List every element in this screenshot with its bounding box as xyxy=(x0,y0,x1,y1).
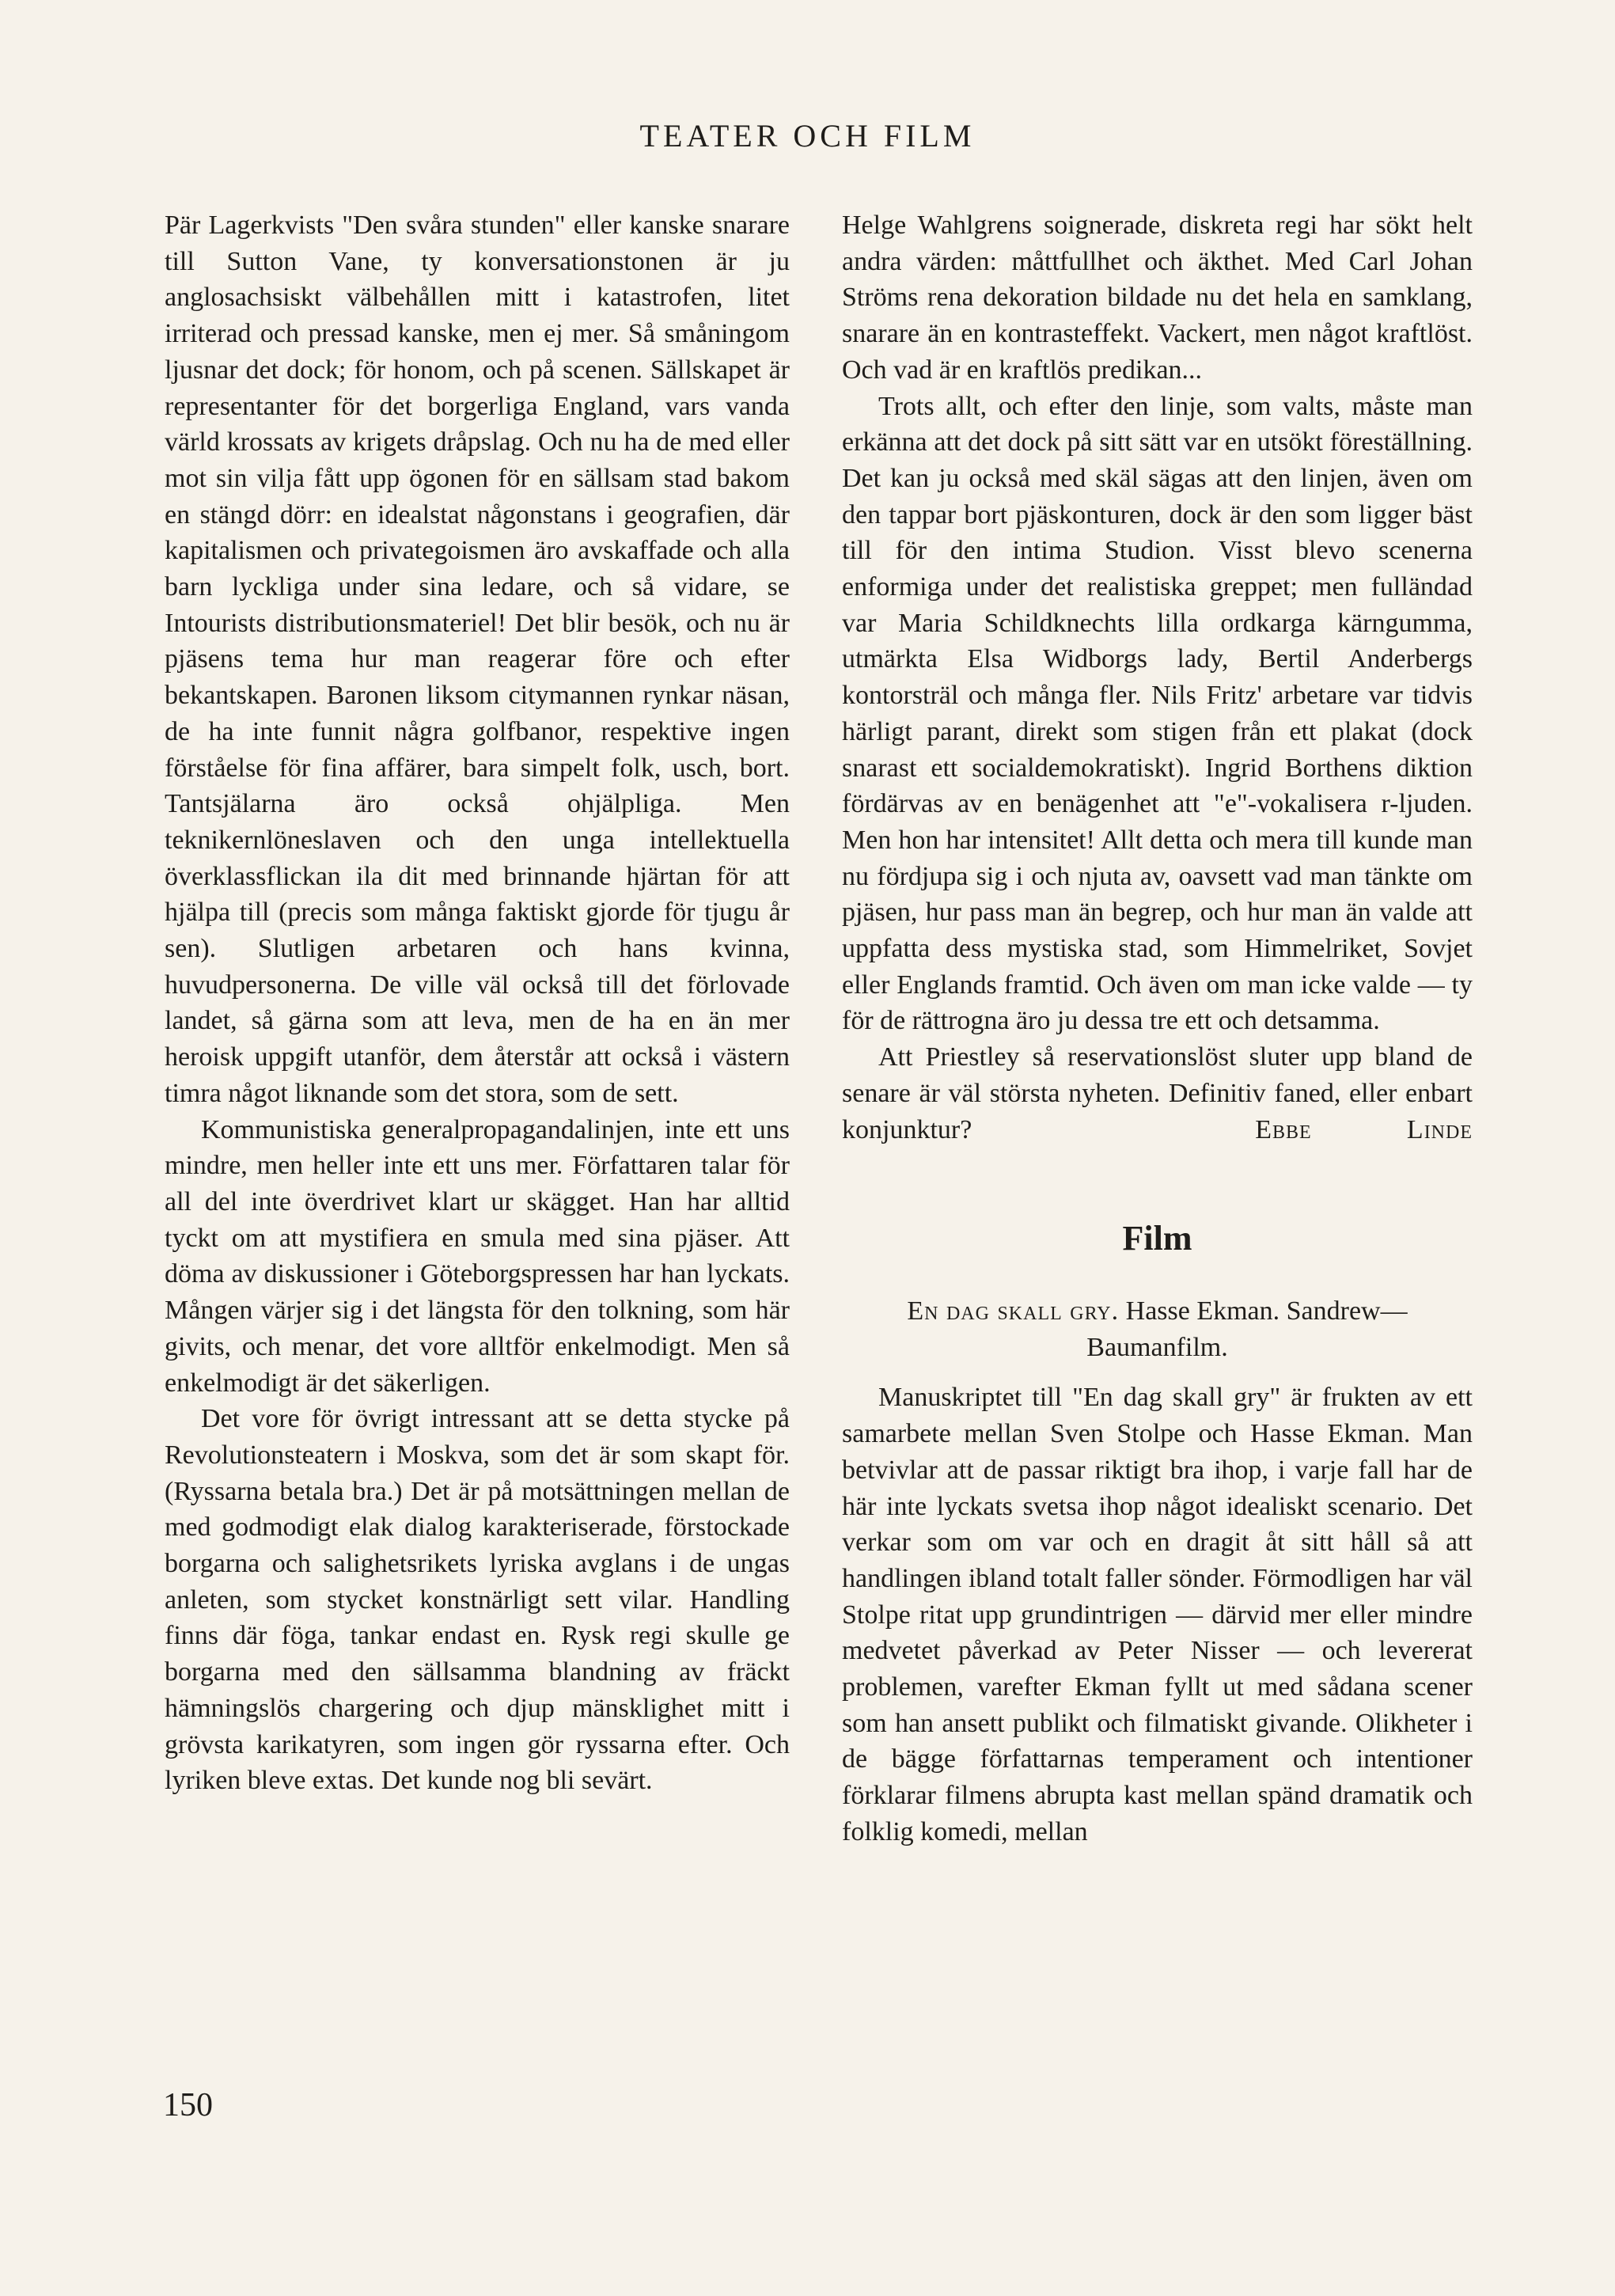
paragraph-text: Att Priestley så reservationslöst sluter upp bland de senare är väl största nyheten. Definitiv faned, eller enbart konjunktur? xyxy=(842,1042,1473,1144)
film-title: En dag skall gry. xyxy=(907,1296,1120,1326)
film-credits-line2: Baumanfilm. xyxy=(1086,1332,1228,1362)
film-entry-header xyxy=(842,1293,1473,1365)
left-column xyxy=(165,207,790,1799)
section-heading-film: Film xyxy=(1122,1219,1192,1258)
paragraph: Det vore för övrigt intressant att se detta stycke på Revolutionsteatern i Moskva, som det är som skapt för. (Ryssarna betala bra.) Det är på motsättningen mellan de med godmodigt elak dialog karakteriserade, förstockade borgarna och salighetsrikets lyriska avglans i de ungas anleten, som stycket konstnärligt sett vilar. Handling finns där föga, tankar endast en. Rysk regi skulle ge borgarna med den sällsamma blandning av fräckt hämningslös chargering och djup mänsklighet mitt i grövsta karikatyren, som ingen gör ryssarna efter. Och lyriken bleve extas. Det kunde nog bli sevärt. xyxy=(165,1404,790,1796)
author-signature: Ebbe Linde xyxy=(1255,1114,1473,1144)
running-head: TEATER OCH FILM xyxy=(639,118,976,154)
paragraph: Trots allt, och efter den linje, som valts, måste man erkänna att det dock på sitt sätt var en utsökt föreställning. Det kan ju också med skäl sägas att den linjen, även om den tappar bort pjäskonturen, dock är den som ligger bäst till för den intima Studion. Visst blevo scenerna enformiga under det realistiska greppet; men fulländad var Maria Schildknechts lilla ordkarga kärngumma, utmärkta Elsa Widborgs lady, Bertil Anderbergs kontorsträl och många fler. Nils Fritz' arbetare var tidvis härligt parant, direkt som stigen från ett plakat (dock snarast ett socialdemokratiskt). Ingrid Borthens diktion fördärvas av en benägenhet att "e"-vokalisera r-ljuden. Men hon har intensitet! Allt detta och mera till kunde man nu fördjupa sig i och njuta av, oavsett vad man tänkte om pjäsen, hur pass man än begrep, och hur man än valde att uppfatta dess mystiska stad, som Himmelriket, Sovjet eller Englands framtid. Och även om man icke valde — ty för de rättrogna äro ju dessa tre ett och detsamma. xyxy=(842,391,1473,1036)
paragraph: Helge Wahlgrens soignerade, diskreta regi har sökt helt andra värden: måttfullhet och äkthet. Med Carl Johan Ströms rena dekoration bildade nu det hela en samklang, snarare än en kontrasteffekt. Vackert, men något kraftlöst. Och vad är en kraftlös predikan... xyxy=(842,211,1473,385)
paragraph: Pär Lagerkvists "Den svåra stunden" eller kanske snarare till Sutton Vane, ty konversationstonen är ju anglosachsiskt välbehållen mitt i katastrofen, litet irriterad och pressad kanske, men ej mer. Så småningom ljusnar det dock; för honom, och på scenen. Sällskapet är representanter för det borgerliga England, vars vanda värld krossats av krigets dråpslag. Och nu ha de med eller mot sin vilja fått upp ögonen för en sällsam stad bakom en stängd dörr: en idealstat någonstans i geografien, där kapitalismen och privategoismen äro avskaffade och alla barn lyckliga under sina ledare, och så vidare, se Intourists distributionsmateriel! Det blir besök, och nu är pjäsens tema hur man reagerar före och efter bekantskapen. Baronen liksom citymannen rynkar näsan, de ha inte funnit några golfbanor, respektive ingen förståelse för fina affärer, bara simpelt folk, usch, bort. Tantsjälarna äro också ohjälpliga. Men teknikernlöneslaven och den unga intellektuella överklassflickan ila dit med brinnande hjärtan för att hjälpa till (precis som många faktiskt gjorde för tjugu år sen). Slutligen arbetaren och hans kvinna, huvudpersonerna. De ville väl också till det förlovade landet, så gärna som att leva, men de ha en än mer heroisk uppgift utanför, dem återstår att också i västern timra något liknande som det stora, som de sett. xyxy=(165,211,790,1108)
paragraph: Manuskriptet till "En dag skall gry" är frukten av ett samarbete mellan Sven Stolpe och Hasse Ekman. Man betvivlar att de passar riktigt bra ihop, i varje fall har de här inte lyckats svetsa ihop något idealiskt scenario. Det verkar som om var och en dragit åt sitt håll så att handlingen ibland totalt faller sönder. Förmodligen har väl Stolpe ritat upp grundintrigen — därvid mer eller mindre medvetet påverkad av Peter Nisser — och levererat problemen, varefter Ekman fyllt ut med sådana scener som han ansett publikt och filmatiskt givande. Olikheter i de bägge författarnas temperament och intentioner förklarar filmens abrupta kast mellan spänd dramatik och folklig komedi, mellan xyxy=(842,1383,1473,1846)
page-number: 150 xyxy=(163,2087,213,2123)
closing-paragraph xyxy=(842,1039,1473,1148)
film-credits-line1: Hasse Ekman. Sandrew— xyxy=(1125,1296,1408,1326)
paragraph: Kommunistiska generalpropagandalinjen, inte ett uns mindre, men heller inte ett uns mer. Författaren talar för all del inte överdrivet klart ur skägget. Han har alltid tyckt om att mystifiera en smula med sina pjäser. Att döma av diskussioner i Göteborgspressen har han lyckats. Mången värjer sig i det längsta för den tolkning, som här givits, och menar, det vore alltför enkelmodigt. Men så enkelmodigt är det säkerligen. xyxy=(165,1114,790,1398)
right-column xyxy=(842,207,1473,1850)
